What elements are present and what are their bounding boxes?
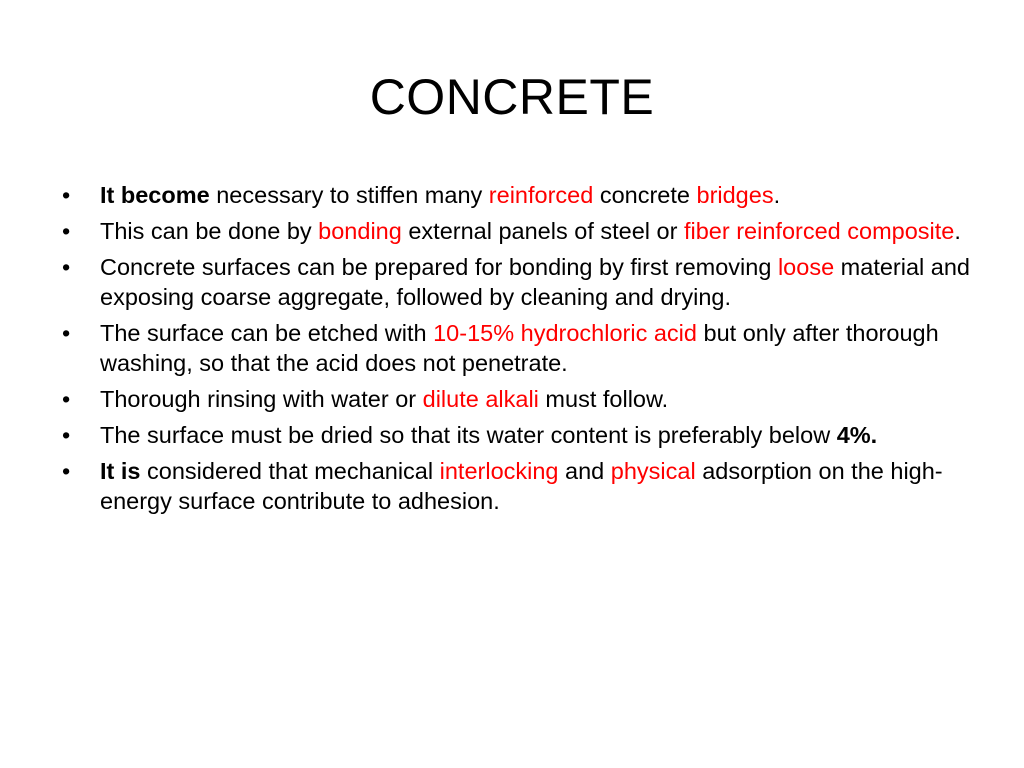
bullet-text: material and exposing coarse aggregate, followed by cleaning and drying.: [100, 254, 970, 310]
bullet-text-highlight: fiber reinforced composite: [683, 218, 955, 244]
bullet-text: The surface must be dried so that its water content is preferably below: [100, 422, 837, 448]
bullet-item: [58, 420, 978, 450]
bullet-text-highlight: bonding: [318, 218, 402, 244]
bullet-text-highlight: reinforced: [488, 182, 594, 208]
bullet-dot-icon: •: [62, 320, 71, 346]
bullet-text-highlight: loose: [777, 254, 835, 280]
slide-title: CONCRETE: [369, 69, 655, 125]
bullet-list: [58, 180, 978, 522]
bullet-item: [58, 252, 978, 312]
bullet-dot-icon: •: [62, 386, 71, 412]
bullet-text-bold: It become: [100, 182, 210, 208]
bullet-text: adsorption on the high-energy surface contribute to adhesion.: [100, 458, 943, 514]
bullet-text: Concrete surfaces can be prepared for bonding by first removing: [100, 254, 778, 280]
bullet-dot-icon: •: [62, 422, 71, 448]
bullet-text: necessary to stiffen many: [209, 182, 489, 208]
bullet-text-highlight: 10-15% hydrochloric acid: [433, 320, 697, 346]
bullet-text: .: [954, 218, 961, 244]
bullet-text-highlight: interlocking: [439, 458, 559, 484]
bullet-text-bold: 4%.: [836, 422, 878, 448]
bullet-text: considered that mechanical: [140, 458, 440, 484]
bullet-text: This can be done by: [100, 218, 319, 244]
bullet-item: [58, 180, 978, 210]
bullet-text: must follow.: [538, 386, 669, 412]
bullet-text-highlight: dilute alkali: [422, 386, 539, 412]
bullet-dot-icon: •: [62, 218, 71, 244]
bullet-dot-icon: •: [62, 182, 71, 208]
bullet-text: concrete: [593, 182, 697, 208]
bullet-text: .: [773, 182, 781, 208]
bullet-text: but only after thorough washing, so that the acid does not penetrate.: [100, 320, 939, 376]
bullet-text: and: [558, 458, 611, 484]
bullet-item: [58, 318, 978, 378]
bullet-text: Thorough rinsing with water or: [100, 386, 423, 412]
bullet-text: The surface can be etched with: [100, 320, 434, 346]
bullet-dot-icon: •: [62, 254, 71, 280]
bullet-item: [58, 216, 978, 246]
bullet-item: [58, 456, 978, 516]
bullet-text-highlight: bridges: [696, 182, 774, 208]
bullet-text-bold: It is: [100, 458, 141, 484]
bullet-dot-icon: •: [62, 458, 71, 484]
bullet-text-highlight: physical: [610, 458, 696, 484]
bullet-item: [58, 384, 978, 414]
bullet-text: external panels of steel or: [401, 218, 684, 244]
